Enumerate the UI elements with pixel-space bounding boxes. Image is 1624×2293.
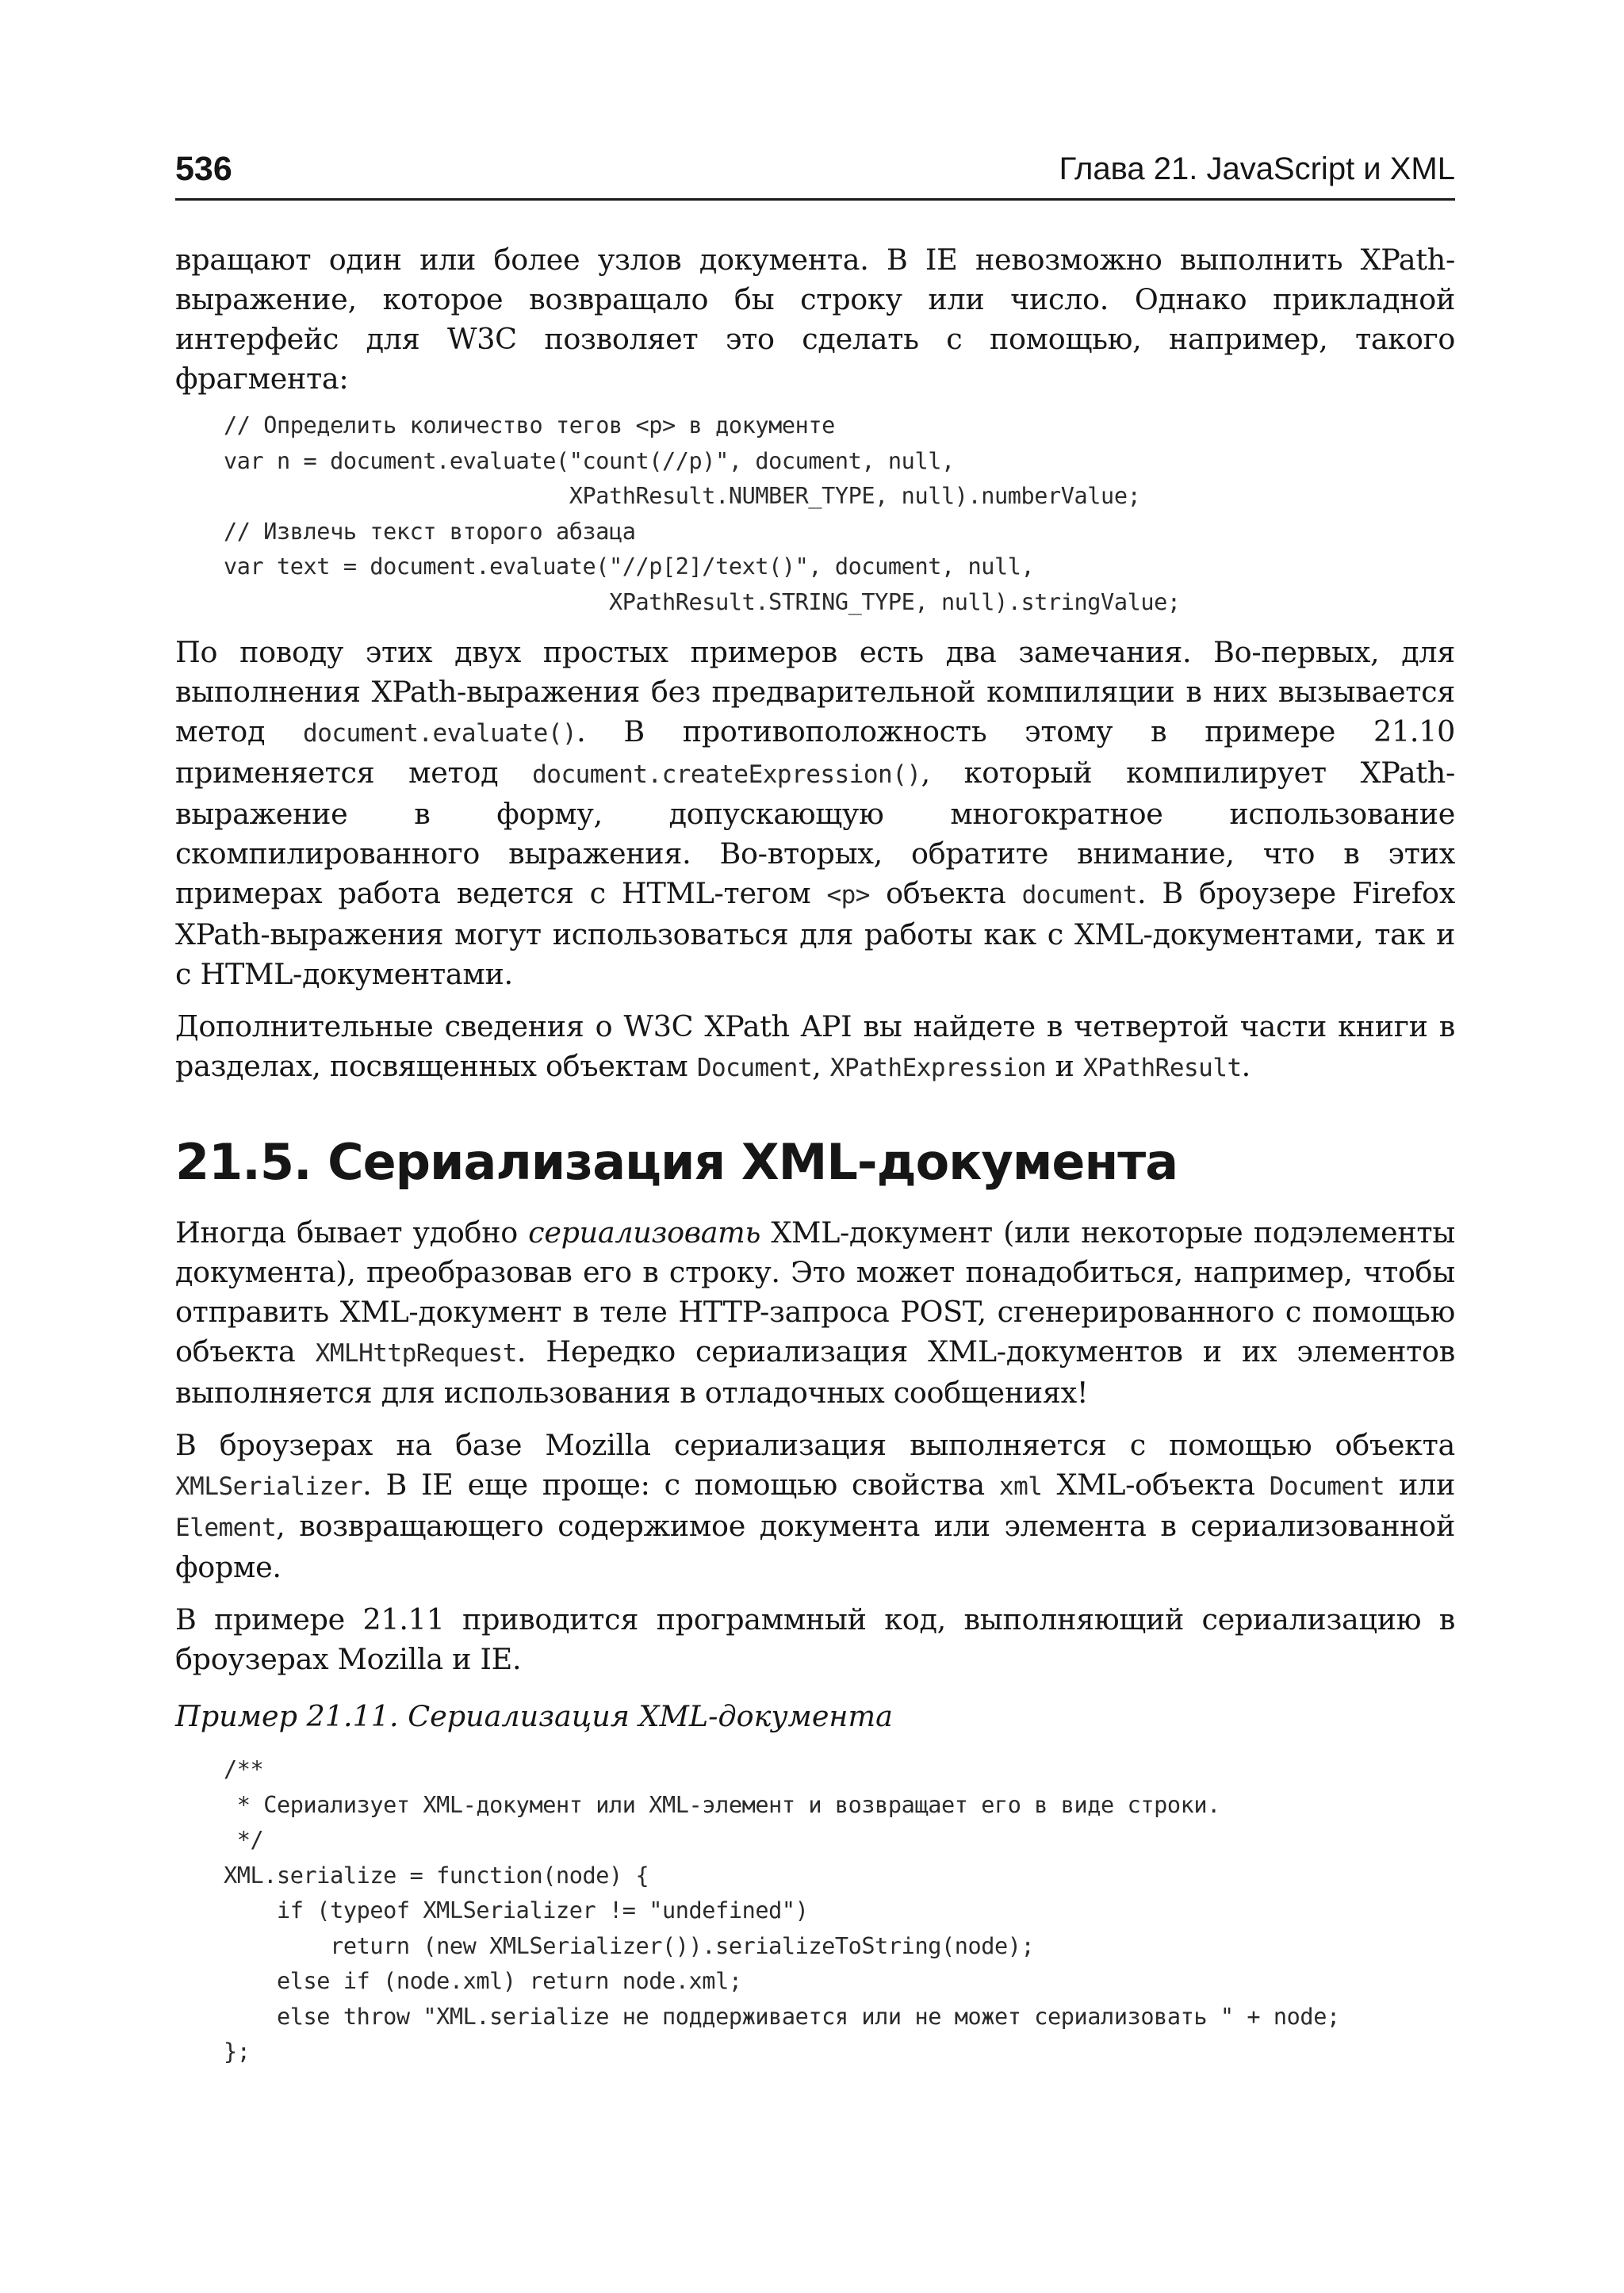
text-run: . В противоположность этому в примере 21.10 применяется метод (175, 714, 1455, 790)
text-run: . В IE еще проще: с помощью свойства (362, 1468, 999, 1502)
book-page (175, 143, 1455, 2083)
inline-code: xml (998, 1472, 1043, 1501)
text-run: , (812, 1049, 830, 1083)
text-run: По поводу этих двух простых примеров есть два замечания. Во-первых, для выполнения XPath-выражения без предварительной компиляции в них вызывается метод (175, 635, 1455, 748)
inline-code: Document (696, 1054, 813, 1082)
text-run: . Нередко сериализация XML-документов и их элементов выполняется для использования в отладочных сообщениях! (175, 1334, 1455, 1410)
inline-code: document.evaluate() (303, 719, 577, 748)
section-heading: 21.5. Сериализация XML-документа (175, 1133, 1178, 1191)
inline-code: XMLHttpRequest (315, 1339, 517, 1368)
text-run: . В броузере Firefox XPath-выражения могут использоваться для работы как с XML-документами, так и с HTML-документами. (175, 876, 1455, 991)
inline-code: document.createExpression() (532, 760, 921, 789)
inline-code: <p> (826, 881, 870, 909)
inline-code: document (1021, 881, 1137, 909)
inline-code: Document (1269, 1472, 1385, 1501)
text-run: . (1241, 1049, 1251, 1083)
inline-code: XMLSerializer (175, 1472, 363, 1501)
text-run: или (1385, 1468, 1455, 1502)
text-run: XML-объекта (1042, 1468, 1270, 1502)
inline-code: Element (175, 1514, 277, 1542)
text-run: Иногда бывает удобно (175, 1215, 529, 1250)
paragraph-serialize-intro (175, 1213, 1455, 1413)
page-header (175, 143, 1455, 201)
paragraph-xpath-api-reference (175, 1007, 1455, 1088)
inline-code: XPathExpression (829, 1054, 1047, 1082)
paragraph-xpath-intro: вращают один или более узлов документа. В IE невозможно выполнить XPath-выражение, которое возвращало бы строку или число. Однако прикладной интерфейс для W3C позволяет это сделать с помощью, например, такого фрагмента: (175, 243, 1455, 396)
page-number: 536 (175, 150, 232, 188)
text-run: объекта (869, 876, 1022, 910)
text-run: , возвращающего содержимое документа или элемента в сериализованной форме. (175, 1509, 1455, 1584)
text-run: Дополнительные сведения о W3C XPath API вы найдете в четвертой части книги в разделах, посвященных объектам (175, 1009, 1455, 1083)
text-run: , который компилирует XPath-выражение в форму, допускающую многократное использование скомпилированного выражения. Во-вторых, обратите внимание, что в этих примерах работа ведется с HTML-тегом (175, 756, 1455, 910)
code-block-xpath-examples: // Определить количество тегов <p> в документе var n = document.evaluate("count(//p)", document, null, XPathResult.NUMBER_TYPE, null).numberValue; // Извлечь текст второго абзаца var text = document.evaluate("//p[2]/text()", document, null, XPathResult.STRING_TYPE, null).stringValue; (224, 412, 1181, 615)
text-run: XML-документ (или некоторые подэлементы документа), преобразовав его в строку. Это может понадобиться, например, чтобы отправить XML-документ в теле HTTP-запроса POST, сгенерированного с помощью объекта (175, 1215, 1455, 1369)
example-caption: Пример 21.11. Сериализация XML-документа (175, 1699, 893, 1733)
inline-code: XPathResult (1082, 1054, 1242, 1082)
paragraph-xpath-notes (175, 633, 1455, 994)
paragraph-example-intro: В примере 21.11 приводится программный код, выполняющий сериализацию в броузерах Mozilla и IE. (175, 1602, 1455, 1676)
code-block-serialize-example: /** * Сериализует XML-документ или XML-элемент и возвращает его в виде строки. */ XML.serialize = function(node) { if (typeof XMLSerializer != "undefined") return (new XMLSerializer()).serializeToString(node); else if (node.xml) return node.xml; else throw "XML.serialize не поддерживается или не может сериализовать " + node; }; (224, 1756, 1340, 2065)
page-body (175, 240, 1455, 2070)
paragraph-serialize-browsers (175, 1426, 1455, 1587)
text-run: В броузерах на базе Mozilla сериализация выполняется с помощью объекта (175, 1428, 1455, 1462)
text-run: и (1046, 1049, 1083, 1083)
emphasized-term: сериализовать (528, 1215, 761, 1250)
running-head: Глава 21. JavaScript и XML (1059, 151, 1455, 186)
